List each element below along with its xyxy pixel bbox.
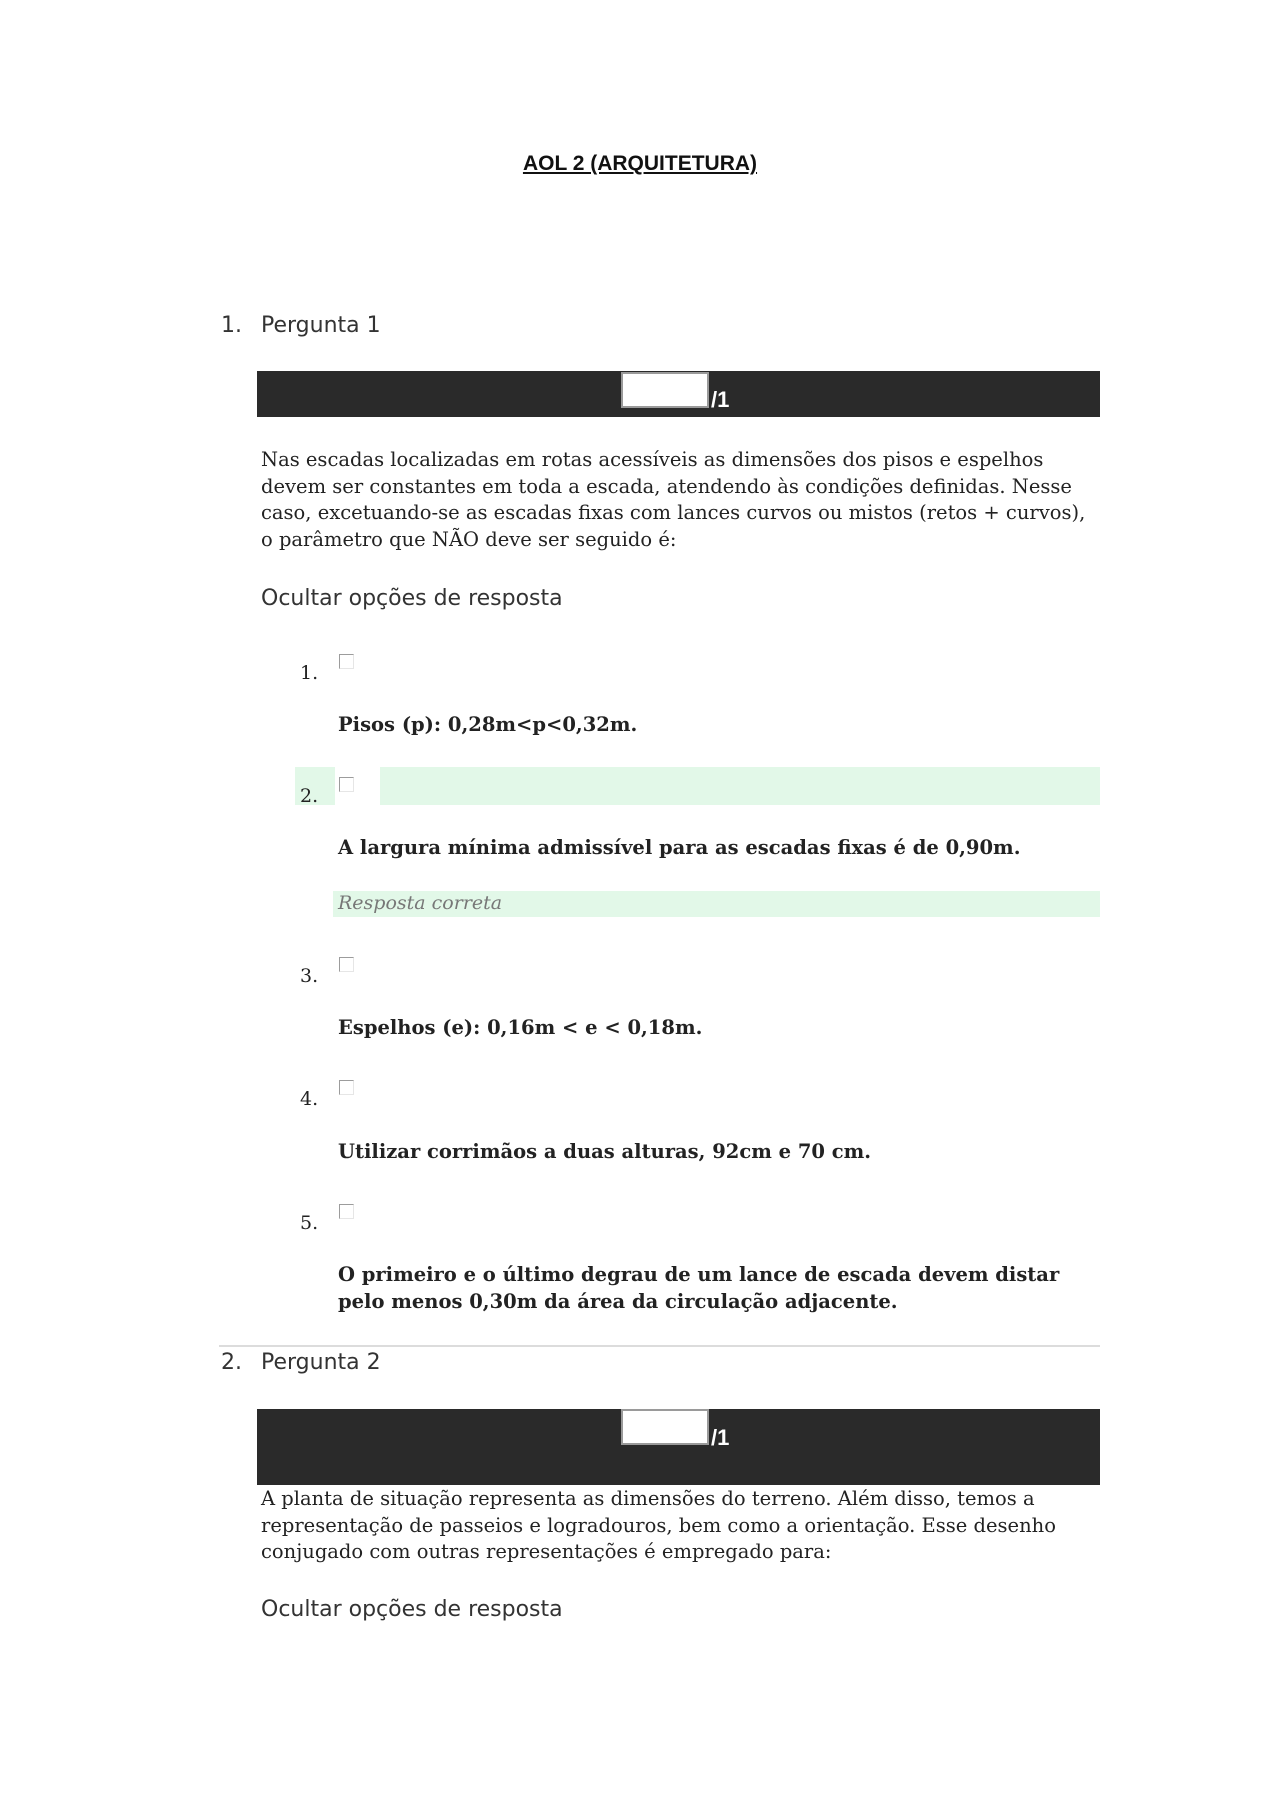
option-checkbox[interactable]	[339, 1080, 354, 1095]
question-heading	[221, 313, 381, 338]
option-number: 5.	[300, 1212, 319, 1234]
score-total: /1	[711, 1425, 730, 1450]
score-bar	[257, 371, 1100, 417]
option-checkbox[interactable]	[339, 777, 354, 792]
question-text: A planta de situação representa as dimensões do terreno. Além disso, temos a representação de passeios e logradouros, bem como a orientação. Esse desenho conjugado com outras representações é empregado para:	[261, 1487, 1056, 1563]
correct-answer-label: Resposta correta	[338, 892, 503, 914]
hide-options-link[interactable]: Ocultar opções de resposta	[261, 586, 563, 611]
question-divider	[219, 1345, 1100, 1347]
option-text: Espelhos (e): 0,16m < e < 0,18m.	[338, 1016, 703, 1039]
option-text: A largura mínima admissível para as escadas fixas é de 0,90m.	[338, 836, 1021, 859]
page-title: AOL 2 (ARQUITETURA)	[522, 152, 758, 175]
option-text: Pisos (p): 0,28m<p<0,32m.	[338, 713, 638, 736]
option-number: 3.	[300, 965, 319, 987]
question-heading	[221, 1350, 381, 1375]
option-checkbox[interactable]	[339, 1204, 354, 1219]
question-number: 2.	[221, 1350, 242, 1375]
score-input[interactable]	[621, 372, 709, 408]
question-title: Pergunta 2	[261, 1350, 381, 1375]
correct-option-highlight	[380, 767, 1100, 805]
question-text: Nas escadas localizadas em rotas acessíveis as dimensões dos pisos e espelhos devem ser constantes em toda a escada, atendendo às condições definidas. Nesse caso, excetuando-se as escadas fixas com lances curvos ou mistos (retos + curvos), o parâmetro que NÃO deve ser seguido é:	[261, 448, 1086, 551]
score-input[interactable]	[621, 1409, 709, 1445]
score-bar	[257, 1409, 1100, 1485]
hide-options-link[interactable]: Ocultar opções de resposta	[261, 1597, 563, 1622]
option-text: O primeiro e o último degrau de um lance de escada devem distar pelo menos 0,30m da área da circulação adjacente.	[338, 1263, 1060, 1313]
option-number: 1.	[300, 662, 319, 684]
score-total: /1	[711, 387, 730, 412]
option-number: 2.	[300, 785, 319, 807]
option-checkbox[interactable]	[339, 654, 354, 669]
question-number: 1.	[221, 313, 242, 338]
question-title: Pergunta 1	[261, 313, 381, 338]
option-checkbox[interactable]	[339, 957, 354, 972]
option-text: Utilizar corrimãos a duas alturas, 92cm e 70 cm.	[338, 1140, 872, 1163]
option-number: 4.	[300, 1088, 319, 1110]
